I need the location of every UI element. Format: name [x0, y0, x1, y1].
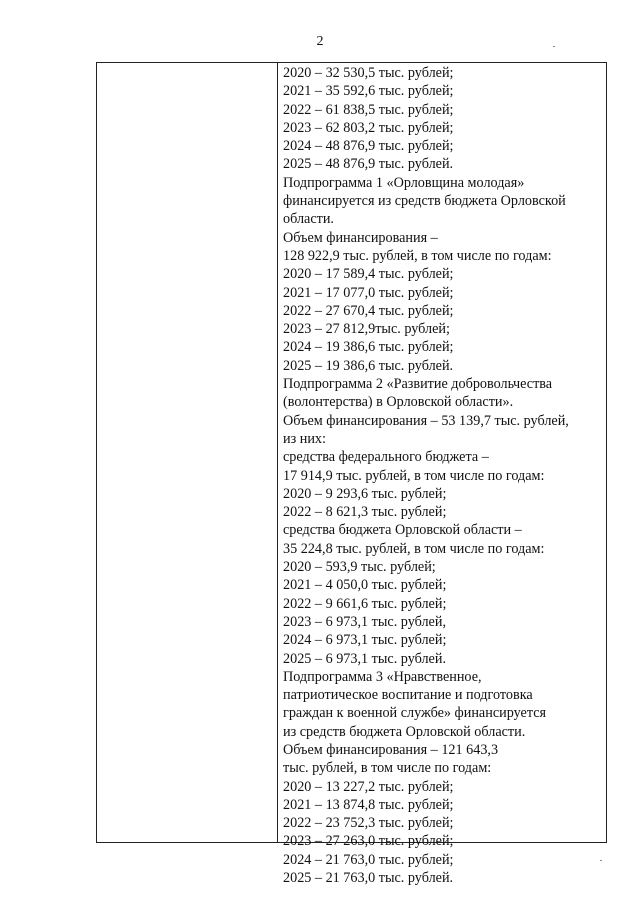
table-column-divider: [277, 63, 278, 842]
scan-speck: [600, 860, 602, 861]
financing-text-line: 2024 – 21 763,0 тыс. рублей;: [283, 851, 454, 868]
financing-text-line: 2021 – 17 077,0 тыс. рублей;: [283, 284, 454, 301]
financing-text-line: 2023 – 6 973,1 тыс. рублей,: [283, 613, 446, 630]
financing-text-line: 2025 – 19 386,6 тыс. рублей.: [283, 357, 454, 374]
financing-text-line: финансируется из средств бюджета Орловской: [283, 193, 566, 210]
financing-text-line: патриотическое воспитание и подготовка: [283, 687, 533, 704]
financing-text-line: области.: [283, 211, 334, 228]
financing-text-line: Объем финансирования –: [283, 229, 438, 246]
financing-text-line: 2024 – 19 386,6 тыс. рублей;: [283, 339, 454, 356]
financing-text-line: граждан к военной службе» финансируется: [283, 705, 547, 722]
financing-table: [96, 62, 607, 887]
financing-text-line: 2020 – 32 530,5 тыс. рублей;: [283, 65, 454, 81]
financing-text-line: 2020 – 13 227,2 тыс. рублей;: [283, 778, 454, 795]
financing-text-line: 2021 – 4 050,0 тыс. рублей;: [283, 577, 447, 594]
table-right-cell: [283, 64, 603, 887]
page-number: 2: [316, 34, 324, 49]
financing-text-line: 2025 – 6 973,1 тыс. рублей.: [283, 650, 446, 667]
financing-text-line: (волонтерства) в Орловской области».: [283, 394, 514, 411]
financing-text-line: 128 922,9 тыс. рублей, в том числе по годам:: [283, 247, 552, 264]
financing-text-line: 2020 – 17 589,4 тыс. рублей;: [283, 266, 454, 283]
financing-text-line: 2024 – 48 876,9 тыс. рублей;: [283, 138, 454, 155]
financing-text-line: 35 224,8 тыс. рублей, в том числе по годам:: [283, 540, 545, 557]
financing-text-line: 2022 – 61 838,5 тыс. рублей;: [283, 101, 454, 118]
financing-text-line: 2020 – 593,9 тыс. рублей;: [283, 559, 436, 576]
financing-text-line: 2023 – 27 263,0 тыс. рублей;: [283, 833, 454, 850]
financing-text-line: Объем финансирования – 121 643,3: [283, 741, 499, 758]
table-left-cell: [97, 63, 277, 842]
financing-text-line: 2020 – 9 293,6 тыс. рублей;: [283, 485, 447, 502]
financing-text-line: 2022 – 23 752,3 тыс. рублей;: [283, 815, 454, 832]
financing-text-line: 2023 – 27 812,9тыс. рублей;: [283, 321, 450, 338]
financing-text-line: Подпрограмма 3 «Нравственное,: [283, 668, 482, 685]
financing-text-line: 2025 – 48 876,9 тыс. рублей.: [283, 156, 454, 173]
financing-text-line: Объем финансирования – 53 139,7 тыс. рублей,: [283, 412, 569, 429]
financing-text-line: Подпрограмма 1 «Орловщина молодая»: [283, 174, 525, 191]
financing-text-line: средства бюджета Орловской области –: [283, 522, 522, 539]
financing-text-line: 2022 – 8 621,3 тыс. рублей;: [283, 504, 447, 521]
scan-speck: [553, 46, 555, 47]
financing-text-line: Подпрограмма 2 «Развитие добровольчества: [283, 376, 553, 393]
financing-text-line: средства федерального бюджета –: [283, 449, 489, 466]
financing-text-line: 2021 – 35 592,6 тыс. рублей;: [283, 83, 454, 100]
financing-text-line: 2022 – 27 670,4 тыс. рублей;: [283, 302, 454, 319]
financing-text-line: из средств бюджета Орловской области.: [283, 723, 526, 740]
financing-text-line: из них:: [283, 430, 326, 447]
financing-text-line: 2024 – 6 973,1 тыс. рублей;: [283, 632, 447, 649]
financing-text-line: 2023 – 62 803,2 тыс. рублей;: [283, 119, 454, 136]
financing-text-line: 2022 – 9 661,6 тыс. рублей;: [283, 595, 447, 612]
financing-text-line: тыс. рублей, в том числе по годам:: [283, 760, 492, 777]
financing-text-line: 2025 – 21 763,0 тыс. рублей.: [283, 870, 454, 887]
financing-text-line: 17 914,9 тыс. рублей, в том числе по годам:: [283, 467, 545, 484]
financing-text-line: 2021 – 13 874,8 тыс. рублей;: [283, 796, 454, 813]
